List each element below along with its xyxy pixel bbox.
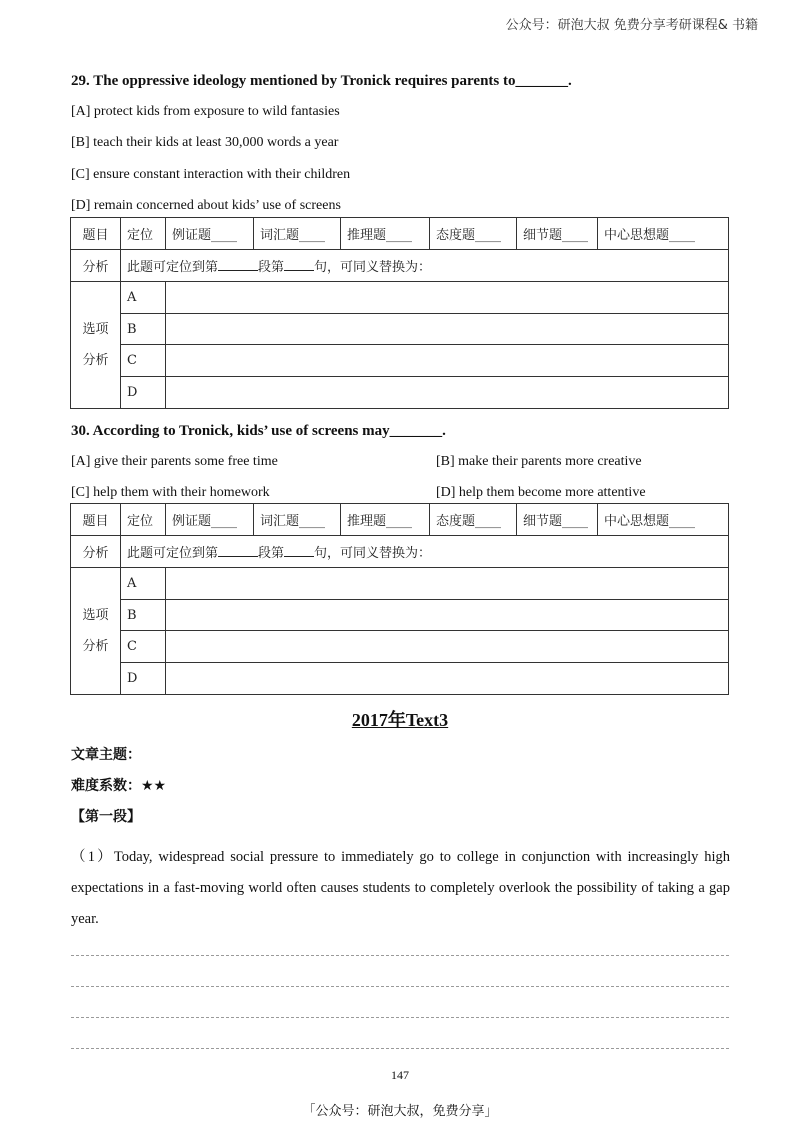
option-analysis-c[interactable]	[166, 631, 729, 663]
q29-option-b: [B] teach their kids at least 30,000 words a year	[71, 135, 339, 150]
locate-blank-sentence	[284, 258, 314, 271]
footer-note: 「公众号：研泡大叔，免费分享」	[302, 1104, 498, 1119]
option-analysis-c[interactable]	[166, 345, 729, 377]
locate-suffix: 句，可同义替换为：	[314, 260, 432, 275]
row-label-fenxi: 分析	[71, 536, 121, 568]
locate-prefix: 此题可定位到第	[127, 260, 219, 275]
cat-cihui: 词汇题____	[254, 218, 341, 250]
cat-dingwei: 定位	[121, 218, 166, 250]
cat-tuili: 推理题____	[341, 218, 430, 250]
locate-mid: 段第	[258, 546, 285, 561]
locate-blank-paragraph	[218, 544, 258, 557]
q30-analysis-table	[70, 503, 729, 695]
label-fenxi2: 分析	[82, 639, 109, 654]
locate-blank-sentence	[284, 544, 314, 557]
option-letter-c: C	[121, 345, 166, 377]
cat-xijie: 细节题____	[517, 218, 598, 250]
writing-line-1[interactable]	[71, 955, 729, 956]
label-xuanxiang: 选项	[82, 322, 109, 337]
option-analysis-d[interactable]	[166, 377, 729, 409]
locate-cell	[121, 536, 729, 568]
page-number: 147	[391, 1068, 409, 1082]
locate-prefix: 此题可定位到第	[127, 546, 219, 561]
q29-option-a: [A] protect kids from exposure to wild fantasies	[71, 104, 340, 119]
row-label-timu: 题目	[71, 504, 121, 536]
q29-analysis-table	[70, 217, 729, 409]
q30-option-b: [B] make their parents more creative	[436, 454, 642, 469]
writing-line-2[interactable]	[71, 986, 729, 987]
option-letter-a: A	[121, 568, 166, 600]
cat-taidu: 态度题____	[430, 504, 517, 536]
cat-lizheng: 例证题____	[166, 218, 254, 250]
locate-mid: 段第	[258, 260, 285, 275]
option-letter-a: A	[121, 282, 166, 314]
q30-option-a: [A] give their parents some free time	[71, 454, 278, 469]
option-letter-c: C	[121, 631, 166, 663]
label-xuanxiang: 选项	[82, 608, 109, 623]
option-analysis-b[interactable]	[166, 314, 729, 345]
option-letter-d: D	[121, 377, 166, 409]
option-analysis-a[interactable]	[166, 568, 729, 600]
writing-line-4[interactable]	[71, 1048, 729, 1049]
cat-xijie: 细节题____	[517, 504, 598, 536]
cat-tuili: 推理题____	[341, 504, 430, 536]
row-label-fenxi: 分析	[71, 250, 121, 282]
cat-zhongxin: 中心思想题____	[598, 504, 729, 536]
writing-line-3[interactable]	[71, 1017, 729, 1018]
theme-label: 文章主题：	[71, 747, 141, 763]
locate-blank-paragraph	[218, 258, 258, 271]
option-letter-d: D	[121, 663, 166, 695]
paragraph-text: （1）Today, widespread social pressure to immediately go to college in conjunction with increasingly high expectations in a fast-moving world often causes students to completely overlook the possibility of taking a gap year.	[71, 849, 730, 927]
cat-dingwei: 定位	[121, 504, 166, 536]
option-analysis-a[interactable]	[166, 282, 729, 314]
locate-cell	[121, 250, 729, 282]
option-analysis-b[interactable]	[166, 600, 729, 631]
difficulty-label: 难度系数：★★	[71, 778, 167, 794]
locate-suffix: 句，可同义替换为：	[314, 546, 432, 561]
q29-title: 29. The oppressive ideology mentioned by Tronick requires parents to_______.	[71, 73, 572, 89]
q30-option-d: [D] help them become more attentive	[436, 485, 646, 500]
q29-option-c: [C] ensure constant interaction with their children	[71, 167, 351, 182]
option-letter-b: B	[121, 600, 166, 631]
row-label-option-analysis	[71, 568, 121, 695]
q30-option-c: [C] help them with their homework	[71, 485, 270, 500]
row-label-option-analysis	[71, 282, 121, 409]
section-title: 2017年Text3	[351, 710, 449, 730]
paragraph-label: 【第一段】	[71, 809, 141, 825]
label-fenxi2: 分析	[82, 353, 109, 368]
header-note: 公众号：研泡大叔 免费分享考研课程& 书籍	[505, 18, 758, 33]
cat-taidu: 态度题____	[430, 218, 517, 250]
cat-zhongxin: 中心思想题____	[598, 218, 729, 250]
q30-title: 30. According to Tronick, kids’ use of screens may_______.	[71, 423, 446, 439]
option-letter-b: B	[121, 314, 166, 345]
q29-option-d: [D] remain concerned about kids’ use of screens	[71, 198, 341, 213]
cat-cihui: 词汇题____	[254, 504, 341, 536]
cat-lizheng: 例证题____	[166, 504, 254, 536]
row-label-timu: 题目	[71, 218, 121, 250]
option-analysis-d[interactable]	[166, 663, 729, 695]
